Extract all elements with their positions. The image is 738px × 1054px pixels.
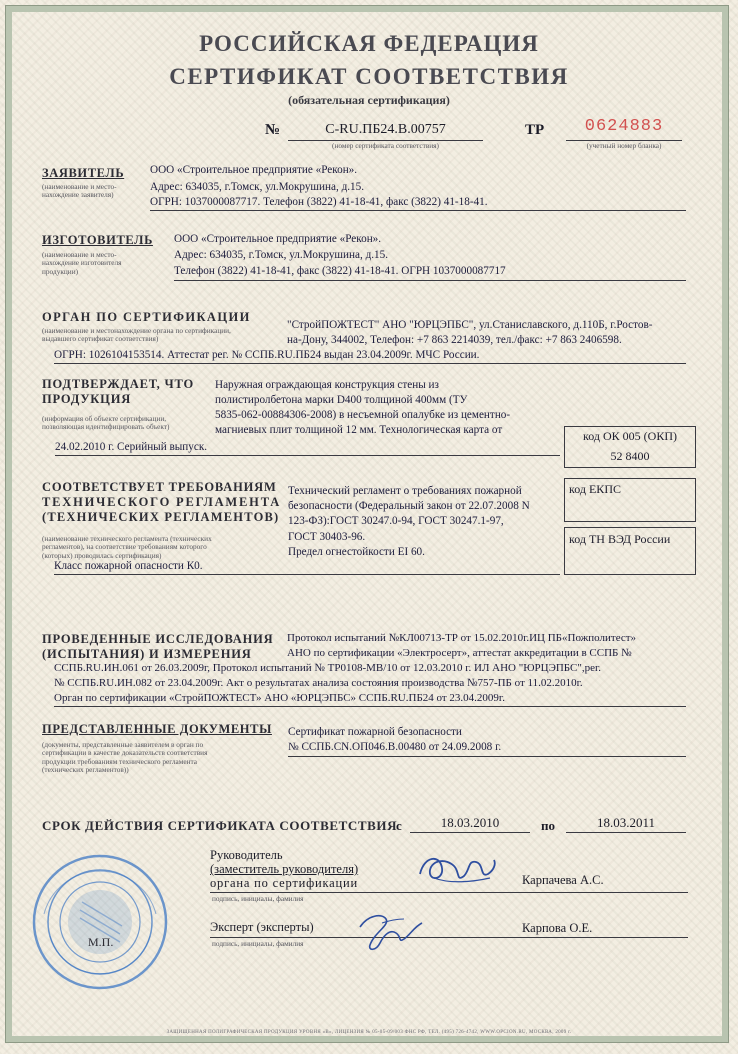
fire-class-line: Класс пожарной опасности К0. xyxy=(54,560,203,572)
printer-footer: ЗАЩИЩЕННАЯ ПОЛИГРАФИЧЕСКАЯ ПРОДУКЦИЯ УРОВНЯ «В», ЛИЦЕНЗИЯ № 05-05-09/003 ФНС РФ, ТЕЛ. (495) 726-4742, WWW.OPCION.RU, МОСКВА, 2009 г. xyxy=(166,1030,572,1035)
regulation-line-4: ГОСТ 30403-96. xyxy=(288,531,366,543)
validity-from-underline xyxy=(410,832,530,833)
product-line-5: 24.02.2010 г. Серийный выпуск. xyxy=(55,441,208,453)
document-subtitle: (обязательная сертификация) xyxy=(288,93,450,107)
official-stamp xyxy=(30,852,170,992)
validity-from: 18.03.2010 xyxy=(440,815,500,830)
research-line-2: АНО по сертификации «Электросерт», аттестат аккредитации в ССПБ № xyxy=(287,647,632,659)
regulation-label-2: ТЕХНИЧЕСКОГО РЕГЛАМЕНТА xyxy=(42,495,282,509)
head-title-3: органа по сертификации xyxy=(210,876,358,890)
applicant-line-2: Адрес: 634035, г.Томск, ул.Мокрушина, д.15. xyxy=(150,181,365,193)
product-line-1: Наружная ограждающая конструкция стены из xyxy=(215,379,439,391)
head-signature xyxy=(410,848,500,890)
expert-signature-caption: подпись, инициалы, фамилия xyxy=(212,939,304,948)
research-line-1: Протокол испытаний №КЛ00713-ТР от 15.02.2010г.ИЦ ПБ«Пожполитест» xyxy=(287,632,637,644)
blank-caption: (учетный номер бланка) xyxy=(586,141,662,150)
number-label: № xyxy=(265,122,281,138)
research-label-2: (ИСПЫТАНИЯ) И ИЗМЕРЕНИЯ xyxy=(42,647,252,661)
manufacturer-caption: (наименование и место- нахождение изготовителя продукции) xyxy=(42,250,122,276)
regulation-line-1: Технический регламент о требованиях пожарной xyxy=(288,485,522,497)
number-caption: (номер сертификата соответствия) xyxy=(332,141,439,150)
tp-label: ТР xyxy=(525,122,545,138)
product-label-1: ПОДТВЕРЖДАЕТ, ЧТО xyxy=(42,377,194,391)
cert-body-label: ОРГАН ПО СЕРТИФИКАЦИИ xyxy=(42,310,251,324)
expert-name: Карпова О.Е. xyxy=(522,921,593,935)
validity-from-label: с xyxy=(396,818,402,833)
product-line-4: магниевых плит толщиной 12 мм. Технологическая карта от xyxy=(215,424,503,436)
mp-mark: М.П. xyxy=(88,935,114,949)
okp-value: 52 8400 xyxy=(610,449,650,463)
okp-label: код ОК 005 (ОКП) xyxy=(583,429,677,443)
head-title-1: Руководитель xyxy=(210,848,283,862)
manufacturer-line-3: Телефон (3822) 41-18-41, факс (3822) 41-18-41. ОГРН 1037000087717 xyxy=(174,265,506,277)
research-underline xyxy=(54,706,686,707)
cert-body-underline xyxy=(54,363,686,364)
research-line-3: ССПБ.RU.ИН.061 от 26.03.2009г, Протокол испытаний № ТР0108-МВ/10 от 12.03.2010 г. ИЛ АНО "ЮРЦЭПБС",рег. xyxy=(54,662,602,674)
document-title: СЕРТИФИКАТ СООТВЕТСТВИЯ xyxy=(169,64,569,89)
expert-signature-line xyxy=(210,937,688,938)
cert-body-line-3: ОГРН: 1026104153514. Аттестат рег. № ССПБ.RU.ПБ24 выдан 23.04.2009г. МЧС России. xyxy=(54,349,480,361)
manufacturer-underline xyxy=(174,280,686,281)
validity-to-underline xyxy=(566,832,686,833)
head-title-2: (заместитель руководителя) xyxy=(210,862,359,876)
research-line-4: № ССПБ.RU.ИН.082 от 23.04.2009г. Акт о результатах анализа состояния производства №757-ПБ от 11.02.2010г. xyxy=(54,677,583,689)
cert-body-line-2: на-Дону, 344002, Телефон: +7 863 2214039, тел./факс: +7 863 2406598. xyxy=(287,334,622,346)
manufacturer-label: ИЗГОТОВИТЕЛЬ xyxy=(42,233,153,247)
expert-label: Эксперт (эксперты) xyxy=(210,920,314,934)
ekps-code-box xyxy=(564,478,696,522)
product-label-2: ПРОДУКЦИЯ xyxy=(42,392,132,406)
okp-code-box xyxy=(564,426,696,468)
ekps-label: код ЕКПС xyxy=(569,482,621,496)
product-caption: (информация об объекте сертификации, позволяющая идентифицировать объект) xyxy=(42,414,170,432)
certificate-number: C-RU.ПБ24.В.00757 xyxy=(325,122,446,137)
research-line-5: Орган по сертификации «СтройПОЖТЕСТ» АНО «ЮРЦЭПБС» ССПБ.RU.ПБ24 от 23.04.2009г. xyxy=(54,692,505,704)
applicant-line-1: ООО «Строительное предприятие «Рекон». xyxy=(150,164,358,176)
manufacturer-line-2: Адрес: 634035, г.Томск, ул.Мокрушина, д.15. xyxy=(174,249,389,261)
applicant-caption: (наименование и место- нахождение заявителя) xyxy=(42,182,117,200)
regulation-caption: (наименование технического регламента (технических регламентов), на соответствие требованиям которого (которых) проводилась сертификация) xyxy=(42,534,212,560)
cert-body-line-1: "СтройПОЖТЕСТ" АНО "ЮРЦЭПБС", ул.Станиславского, д.110Б, г.Ростов- xyxy=(287,319,653,331)
regulation-label-1: СООТВЕТСТВУЕТ ТРЕБОВАНИЯМ xyxy=(42,480,277,494)
product-underline xyxy=(55,455,560,456)
expert-signature xyxy=(352,905,432,955)
head-signature-line xyxy=(210,892,688,893)
regulation-label-3: (ТЕХНИЧЕСКИХ РЕГЛАМЕНТОВ) xyxy=(42,510,280,524)
cert-body-caption: (наименование и местонахождение органа по сертификации, выдавшего сертификат соответствия) xyxy=(42,326,231,344)
applicant-line-3: ОГРН: 1037000087717. Телефон (3822) 41-18-41, факс (3822) 41-18-41. xyxy=(150,196,488,208)
regulation-line-5: Предел огнестойкости EI 60. xyxy=(288,546,425,558)
documents-label: ПРЕДСТАВЛЕННЫЕ ДОКУМЕНТЫ xyxy=(42,722,272,736)
applicant-label: ЗАЯВИТЕЛЬ xyxy=(42,166,125,180)
documents-caption: (документы, представленные заявителем в орган по сертификации в качестве доказательств соответствия продукции требованиям технического регламента (технических регламентов)) xyxy=(42,740,208,774)
country-title: РОССИЙСКАЯ ФЕДЕРАЦИЯ xyxy=(199,31,539,56)
tnved-code-box xyxy=(564,527,696,575)
regulation-line-2: безопасности (Федеральный закон от 22.07.2008 N xyxy=(288,500,530,512)
documents-line-2: № ССПБ.CN.ОП046.В.00480 от 24.09.2008 г. xyxy=(288,741,502,753)
product-line-3: 5835-062-00884306-2008) в несъемной опалубке из цементно- xyxy=(215,409,511,421)
product-line-2: полистиролбетона марки D400 толщиной 400мм (ТУ xyxy=(215,394,468,406)
validity-label: СРОК ДЕЙСТВИЯ СЕРТИФИКАТА СООТВЕТСТВИЯ xyxy=(42,818,398,833)
blank-number: 0624883 xyxy=(584,117,664,136)
manufacturer-line-1: ООО «Строительное предприятие «Рекон». xyxy=(174,233,382,245)
regulation-line-3: 123-ФЗ):ГОСТ 30247.0-94, ГОСТ 30247.1-97, xyxy=(288,515,504,527)
documents-line-1: Сертификат пожарной безопасности xyxy=(288,726,462,738)
validity-to: 18.03.2011 xyxy=(596,815,656,830)
research-label-1: ПРОВЕДЕННЫЕ ИССЛЕДОВАНИЯ xyxy=(42,632,274,646)
tnved-label: код ТН ВЭД России xyxy=(569,532,671,546)
validity-to-label: по xyxy=(541,818,555,833)
documents-underline xyxy=(288,756,686,757)
applicant-underline xyxy=(150,210,686,211)
head-signature-caption: подпись, инициалы, фамилия xyxy=(212,894,304,903)
head-name: Карпачева А.С. xyxy=(522,873,604,887)
regulation-underline xyxy=(54,574,560,575)
